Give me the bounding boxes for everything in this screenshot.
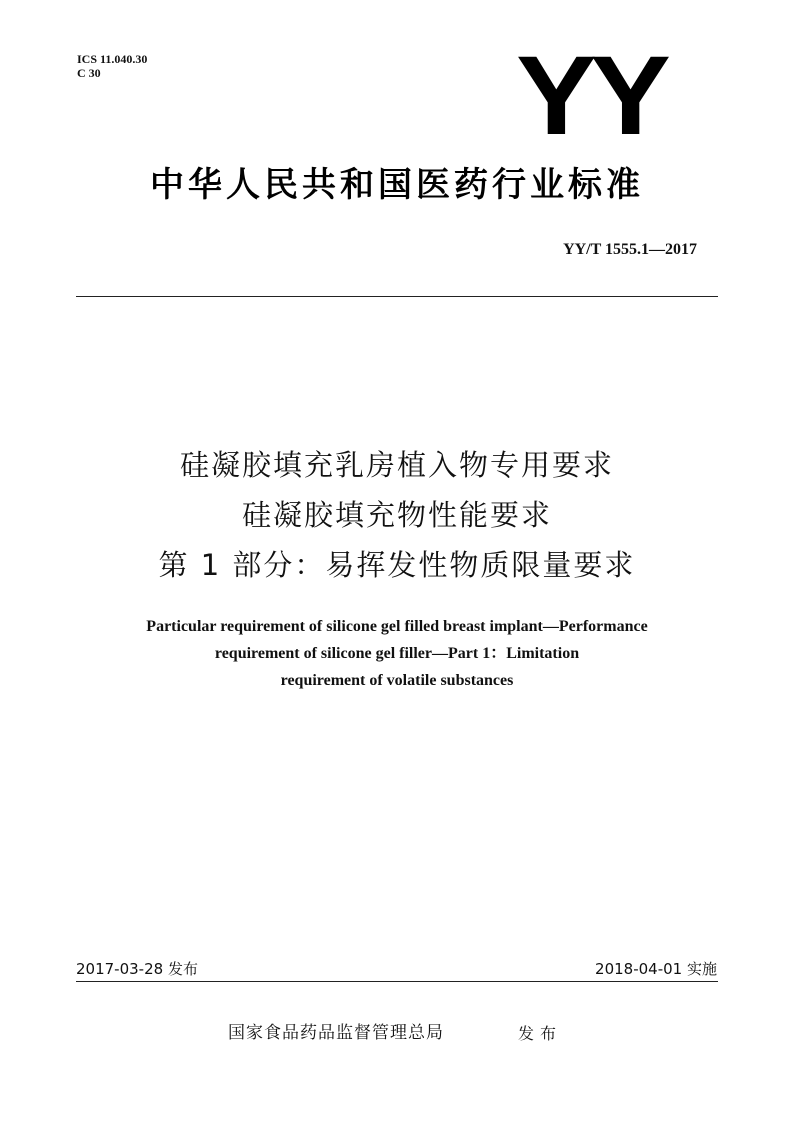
english-title-line-2: requirement of silicone gel filler—Part 1：Limitation (214, 645, 580, 662)
publisher-name: 国家食品药品监督管理总局 (228, 1023, 444, 1043)
english-title-line-1: Particular requirement of silicone gel filled breast implant—Performance (146, 618, 648, 635)
english-title (0, 613, 794, 694)
yy-logo: YY (516, 33, 665, 158)
bottom-divider (76, 981, 718, 982)
chinese-title-line-2: 硅凝胶填充物性能要求 (241, 498, 552, 532)
chinese-title-line-1: 硅凝胶填充乳房植入物专用要求 (179, 448, 614, 482)
issue-date: 2017-03-28 发布 (76, 960, 198, 978)
implementation-date: 2018-04-01 实施 (595, 960, 717, 978)
chinese-title (0, 440, 794, 590)
chinese-title-line-3: 第 1 部分：易挥发性物质限量要求 (158, 548, 636, 582)
english-title-line-3: requirement of volatile substances (280, 672, 514, 689)
ccs-code: C 30 (77, 66, 101, 80)
industry-standard-title: 中华人民共和国医药行业标准 (150, 165, 644, 205)
ics-code: ICS 11.040.30 (77, 52, 148, 66)
standard-number: YY/T 1555.1—2017 (563, 241, 697, 258)
publish-label: 发布 (518, 1024, 563, 1043)
classification-codes (77, 52, 147, 80)
top-divider (76, 296, 718, 297)
